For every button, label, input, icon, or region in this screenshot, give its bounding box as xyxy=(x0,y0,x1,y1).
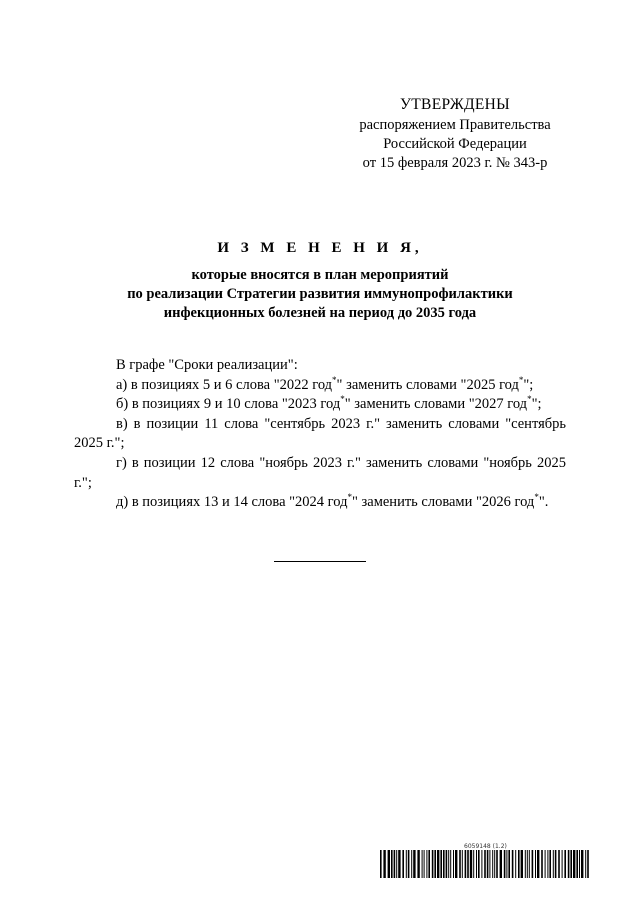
document-subtitle xyxy=(0,266,640,323)
approval-line-3: от 15 февраля 2023 г. № 343-р xyxy=(362,155,548,171)
document-body xyxy=(74,356,566,513)
separator-line xyxy=(274,561,366,562)
paragraph-b: б) в позициях 9 и 10 слова "2023 год*" заменить словами "2027 год*"; xyxy=(116,394,542,413)
document-title: И З М Е Н Е Н И Я, xyxy=(217,240,423,256)
approval-line-1: распоряжением Правительства xyxy=(359,117,551,133)
footnote-mark: * xyxy=(534,492,539,503)
subtitle-line-1: которые вносятся в план мероприятий xyxy=(191,267,449,283)
document-code: 6059148 (1.2) xyxy=(464,843,507,850)
approval-heading: УТВЕРЖДЕНЫ xyxy=(400,96,510,113)
paragraph-c: в) в позиции 11 слова "сентябрь 2023 г." заменить словами "сентябрь 2025 г."; xyxy=(74,415,566,452)
footnote-mark: * xyxy=(527,394,532,405)
footnote-mark: * xyxy=(347,492,352,503)
approval-block xyxy=(340,95,570,173)
paragraph-a: а) в позициях 5 и 6 слова "2022 год*" заменить словами "2025 год*"; xyxy=(116,374,534,393)
paragraph-e: д) в позициях 13 и 14 слова "2024 год*" заменить словами "2026 год*". xyxy=(116,492,549,511)
paragraph-intro: В графе "Сроки реализации": xyxy=(116,357,298,373)
subtitle-line-3: инфекционных болезней на период до 2035 года xyxy=(163,305,477,321)
footnote-mark: * xyxy=(340,394,345,405)
barcode-icon xyxy=(380,850,590,878)
subtitle-line-2: по реализации Стратегии развития иммунопрофилактики xyxy=(127,286,513,302)
footnote-mark: * xyxy=(332,374,337,385)
approval-line-2: Российской Федерации xyxy=(383,136,527,152)
footnote-mark: * xyxy=(518,374,524,385)
paragraph-d: г) в позиции 12 слова "ноябрь 2023 г." заменить словами "ноябрь 2025 г."; xyxy=(74,454,566,491)
